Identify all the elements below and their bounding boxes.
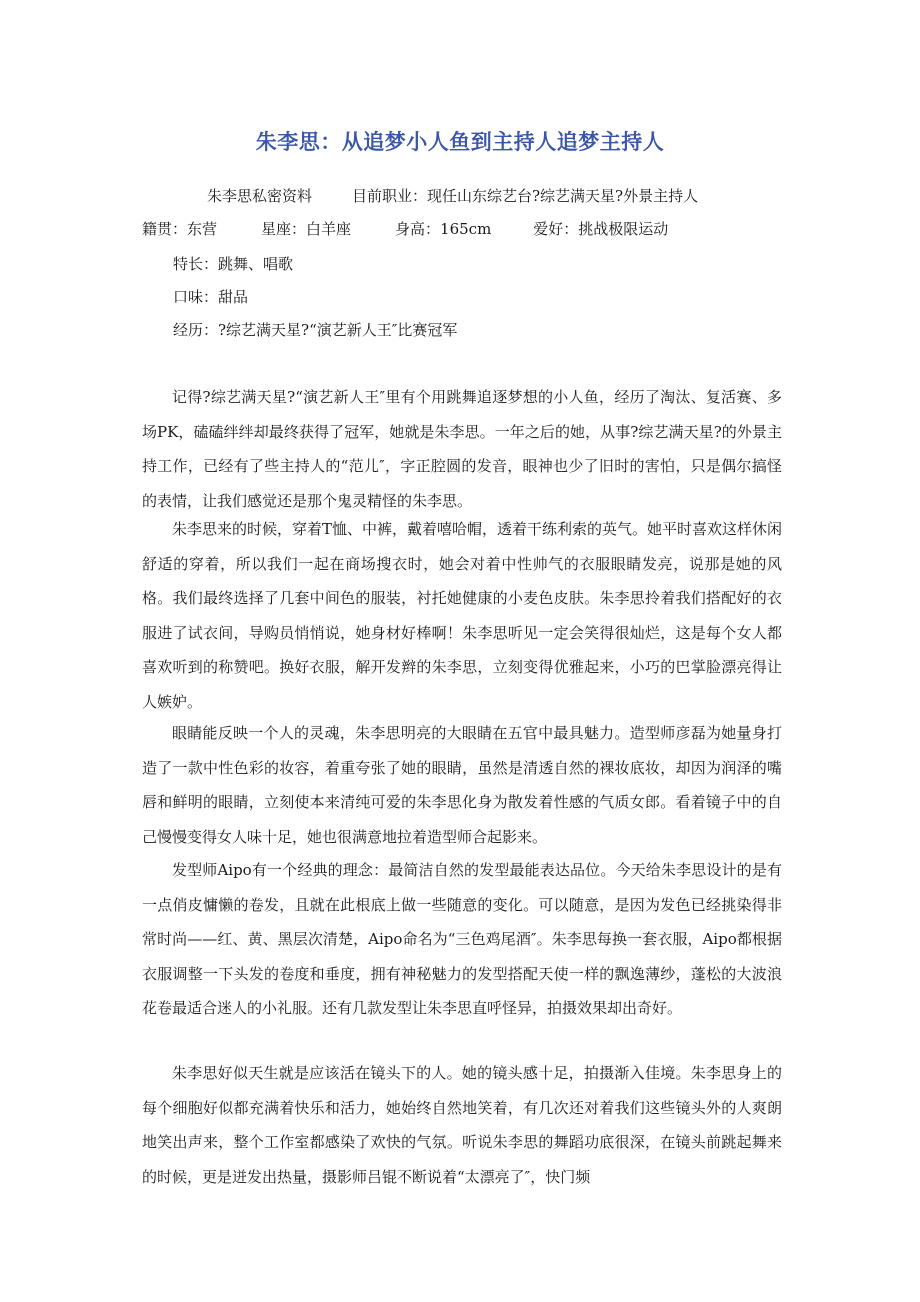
profile-heading: 朱李思私密资料 xyxy=(207,187,313,205)
profile-experience: 经历：?综艺满天星?“演艺新人王″比赛冠军 xyxy=(173,321,458,339)
paragraph-1: 记得?综艺满天星?“演艺新人王″里有个用跳舞追逐梦想的小人鱼，经历了淘汰、复活赛、多场PK，磕磕绊绊却最终获得了冠军，她就是朱李思。一年之后的她，从事?综艺满天星?的外景主持工作，已经有了些主持人的“范儿″，字正腔圆的发音，眼神也少了旧时的害怕，只是偶尔搞怪的表情，让我们感觉还是那个鬼灵精怪的朱李思。 xyxy=(142,388,782,510)
profile-hometown: 籍贯：东营 xyxy=(142,220,218,238)
profile-line-2 xyxy=(142,219,668,239)
profile-hobby: 爱好：挑战极限运动 xyxy=(533,220,669,238)
profile-constellation: 星座：白羊座 xyxy=(261,220,352,238)
profile-taste: 口味：甜品 xyxy=(173,288,249,306)
article-title: 朱李思：从追梦小人鱼到主持人追梦主持人 xyxy=(255,130,665,154)
paragraph-3: 眼睛能反映一个人的灵魂，朱李思明亮的大眼睛在五官中最具魅力。造型师彦磊为她量身打造了一款中性色彩的妆容，着重夸张了她的眼睛，虽然是清透自然的裸妆底妆，却因为润泽的嘴唇和鲜明的眼睛，立刻使本来清纯可爱的朱李思化身为散发着性感的气质女郎。看着镜子中的自己慢慢变得女人味十足，她也很满意地拉着造型师合起影来。 xyxy=(142,724,782,846)
profile-occupation: 目前职业：现任山东综艺台?综艺满天星?外景主持人 xyxy=(352,187,699,205)
profile-line-1 xyxy=(207,186,698,206)
paragraph-5: 朱李思好似天生就是应该活在镜头下的人。她的镜头感十足，拍摄渐入佳境。朱李思身上的每个细胞好似都充满着快乐和活力，她始终自然地笑着，有几次还对着我们这些镜头外的人爽朗地笑出声来，整个工作室都感染了欢快的气氛。听说朱李思的舞蹈功底很深，在镜头前跳起舞来的时候，更是迸发出热量，摄影师吕锟不断说着“太漂亮了″，快门频 xyxy=(142,1064,782,1186)
paragraph-2: 朱李思来的时候，穿着T恤、中裤，戴着嘻哈帽，透着干练利索的英气。她平时喜欢这样休闲舒适的穿着，所以我们一起在商场搜衣时，她会对着中性帅气的衣服眼睛发亮，说那是她的风格。我们最终选择了几套中间色的服装，衬托她健康的小麦色皮肤。朱李思拎着我们搭配好的衣服进了试衣间，导购员悄悄说，她身材好棒啊！朱李思听见一定会笑得很灿烂，这是每个女人都喜欢听到的称赞吧。换好衣服，解开发辫的朱李思，立刻变得优雅起来，小巧的巴掌脸漂亮得让人嫉妒。 xyxy=(142,520,783,711)
paragraph-4: 发型师Aipo有一个经典的理念：最简洁自然的发型最能表达品位。今天给朱李思设计的是有一点俏皮慵懒的卷发，且就在此根底上做一些随意的变化。可以随意，是因为发色已经挑染得非常时尚——红、黄、黑层次清楚，Aipo命名为“三色鸡尾酒″。朱李思每换一套衣服，Aipo都根据衣服调整一下头发的卷度和垂度，拥有神秘魅力的发型搭配天使一样的飘逸薄纱，蓬松的大波浪花卷最适合迷人的小礼服。还有几款发型让朱李思直呼怪异，拍摄效果却出奇好。 xyxy=(142,861,782,1017)
profile-height: 身高：165cm xyxy=(395,220,492,238)
profile-specialty: 特长：跳舞、唱歌 xyxy=(173,255,294,273)
